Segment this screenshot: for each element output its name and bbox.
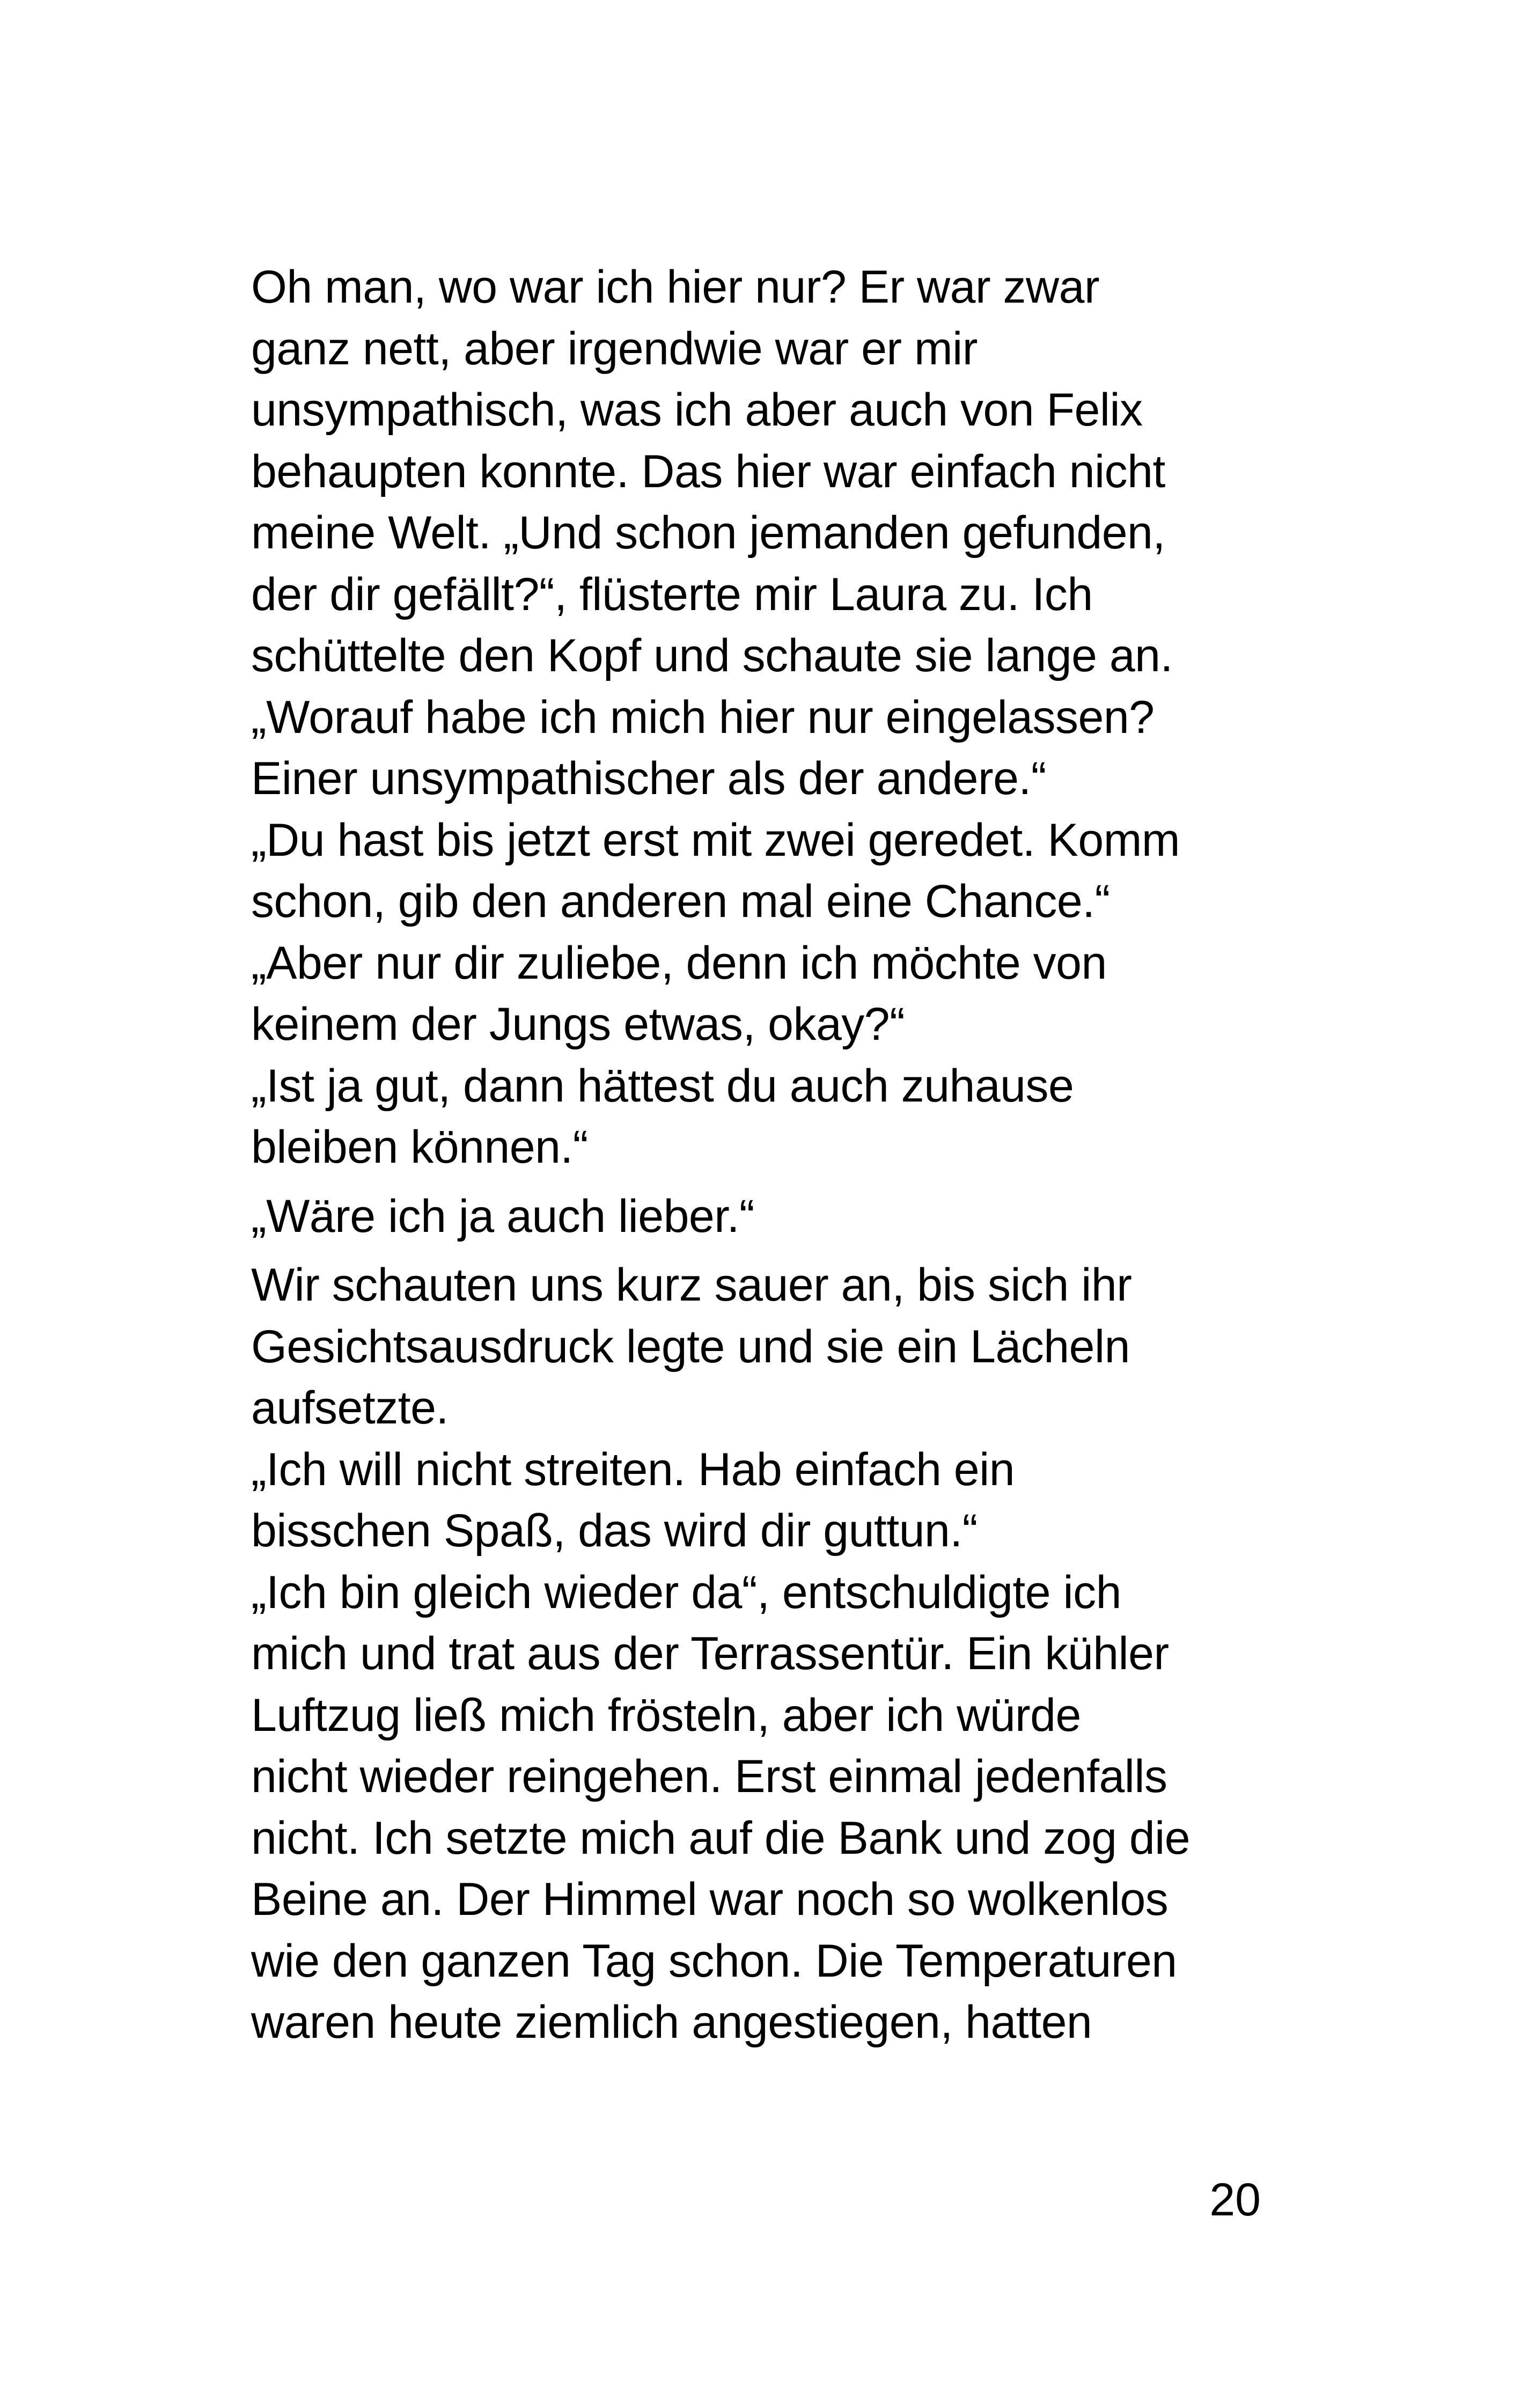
text-line: wie den ganzen Tag schon. Die Temperaturen xyxy=(251,1935,1177,1987)
text-line: „Ich will nicht streiten. Hab einfach ein xyxy=(251,1443,1015,1495)
body-text xyxy=(251,256,1270,2053)
text-line: der dir gefällt?“, flüsterte mir Laura zu. Ich xyxy=(251,568,1093,620)
text-line: Einer unsympathischer als der andere.“ xyxy=(251,753,1046,804)
text-line: bisschen Spaß, das wird dir guttun.“ xyxy=(251,1505,978,1557)
text-line: Wir schauten uns kurz sauer an, bis sich ihr xyxy=(251,1259,1132,1311)
text-line: Luftzug ließ mich frösteln, aber ich würde xyxy=(251,1689,1081,1741)
text-line: aufsetzte. xyxy=(251,1382,449,1434)
text-line: nicht. Ich setzte mich auf die Bank und zog die xyxy=(251,1812,1191,1864)
text-line: waren heute ziemlich angestiegen, hatten xyxy=(251,1996,1092,2048)
text-line: schüttelte den Kopf und schaute sie lange an. xyxy=(251,630,1173,681)
text-line: keinem der Jungs etwas, okay?“ xyxy=(251,999,905,1050)
text-line: Oh man, wo war ich hier nur? Er war zwar xyxy=(251,261,1100,313)
text-line: schon, gib den anderen mal eine Chance.“ xyxy=(251,876,1110,927)
text-line: ganz nett, aber irgendwie war er mir xyxy=(251,322,978,375)
text-line: bleiben können.“ xyxy=(251,1121,588,1173)
text-line: Gesichtsausdruck legte und sie ein Lächeln xyxy=(251,1320,1130,1372)
text-line: Beine an. Der Himmel war noch so wolkenlos xyxy=(251,1874,1169,1925)
text-line: meine Welt. „Und schon jemanden gefunden, xyxy=(251,507,1165,559)
text-line: behaupten konnte. Das hier war einfach nicht xyxy=(251,445,1165,497)
text-line: „Wäre ich ja auch lieber.“ xyxy=(251,1190,755,1242)
text-line: „Du hast bis jetzt erst mit zwei geredet. Komm xyxy=(251,814,1180,866)
text-line: „Worauf habe ich mich hier nur eingelassen? xyxy=(251,691,1155,743)
text-line: „Aber nur dir zuliebe, denn ich möchte von xyxy=(251,937,1107,989)
page-number: 20 xyxy=(1209,2174,1261,2226)
text-line: unsympathisch, was ich aber auch von Felix xyxy=(251,384,1143,436)
text-line: nicht wieder reingehen. Erst einmal jedenfalls xyxy=(251,1751,1167,1802)
text-line: „Ist ja gut, dann hättest du auch zuhause xyxy=(251,1060,1074,1112)
text-line: mich und trat aus der Terrassentür. Ein kühler xyxy=(251,1628,1169,1679)
text-line: „Ich bin gleich wieder da“, entschuldigte ich xyxy=(251,1566,1121,1618)
